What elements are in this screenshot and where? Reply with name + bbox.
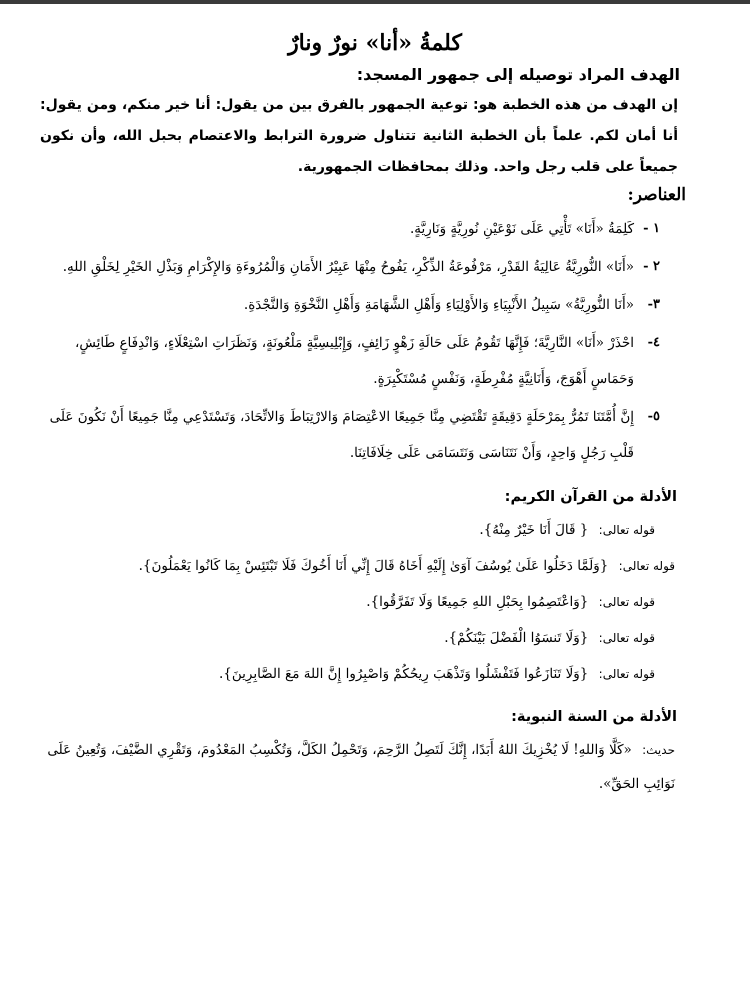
list-item-number: ٣- — [647, 297, 660, 312]
document-page — [0, 22, 750, 801]
list-item — [40, 211, 660, 247]
list-item — [40, 287, 660, 323]
verse-text: {وَلَا تَنَازَعُوا فَتَفْشَلُوا وَتَذْهَبَ رِيحُكُمْ وَاصْبِرُوا إِنَّ اللهَ مَعَ الصَّابِرِينَ}. — [218, 666, 589, 682]
list-item-number: ٥- — [647, 409, 660, 424]
list-item-text: كَلِمَةُ «أَنَا» تَأْتِي عَلَى نَوْعَيْنِ نُورِيَّةٍ وَنَارِيَّةٍ. — [409, 221, 634, 237]
list-item — [40, 325, 660, 397]
page-title: كلمةُ «أنا» نورٌ ونارٌ — [288, 30, 462, 56]
hadith-label: حديث: — [642, 743, 675, 757]
verse-label: قوله تعالى: — [598, 595, 655, 609]
list-item-text: إِنَّ أُمَّتَنَا تَمُرُّ بِمَرْحَلَةٍ دَقِيقَةٍ تَقْتَضِي مِنَّا جَمِيعًا الاعْتِصَامَ وَالارْتِبَاطَ وَالاتِّحَادَ، وَتَسْتَدْعِي مِنَّا جَمِيعًا أَنْ نَكُونَ عَلَى قَلْبِ رَجُلٍ وَاحِدٍ، وَأَنْ نَتَنَاسَى وَنَتَسَامَى عَلَى خِلَافَاتِنَا. — [49, 409, 634, 461]
verse-text: { قَالَ أَنَا خَيْرٌ مِنْهُ}. — [479, 522, 589, 538]
elements-list — [40, 211, 660, 471]
quran-evidence-heading: الأدلة من القرآن الكريم: — [504, 489, 677, 505]
hadith-text-block — [40, 733, 675, 801]
list-item — [40, 249, 660, 285]
quran-verse — [40, 621, 655, 655]
top-edge-bar — [0, 0, 750, 4]
verse-label: قوله تعالى: — [618, 559, 675, 573]
list-item-text: احْذَرْ «أَنَا» النَّارِيَّةَ؛ فَإِنَّهَا تَقُومُ عَلَى حَالَةِ زَهْوٍ زَائِفٍ، وَإِبْلِيسِيَّةٍ مَلْعُونَةٍ، وَنَظَرَاتِ اسْتِعْلَاءٍ، وَانْدِفَاعٍ طَائِشٍ، وَحَمَاسٍ أَهْوَجَ، وَأَنَانِيَّةٍ مُفْرِطَةٍ، وَنَفْسٍ مُسْتَكْبِرَةٍ. — [75, 335, 634, 387]
list-item-number: ٢ - — [643, 259, 660, 274]
quran-verse — [40, 657, 655, 691]
list-item — [40, 399, 660, 471]
hadith-text: «كَلَّا وَاللهِ! لَا يُخْزِيكَ اللهُ أَبَدًا، إِنَّكَ لَتَصِلُ الرَّحِمَ، وَتَحْمِلُ الكَلَّ، وَتُكْسِبُ المَعْدُومَ، وَتَقْرِي الضَّيْفَ، وَتُعِينُ عَلَى نَوَائِبِ الحَقِّ». — [47, 742, 675, 792]
list-item-number: ١ - — [643, 221, 660, 236]
list-item-number: ٤- — [647, 335, 660, 350]
verse-label: قوله تعالى: — [598, 667, 655, 681]
goal-paragraph: إن الهدف من هذه الخطبة هو: توعية الجمهور بالفرق بين من يقول: أنا خير منكم، ومن يقول: أنا أمان لكم. علماً بأن الخطبة الثانية تتناول ضرورة الترابط والاعتصام بحبل الله، وأن نكون جميعاً على قلب رجل واحد. وذلك بمحافظات الجمهورية. — [40, 97, 678, 175]
list-item-text: «أَنَا النُّورِيَّةُ» سَبِيلُ الأَنْبِيَاءِ وَالأَوْلِيَاءِ وَأَهْلِ الشَّهَامَةِ وَأَهْلِ النَّخْوَةِ وَالنَّجْدَةِ. — [243, 297, 634, 313]
quran-verse — [40, 585, 655, 619]
sunnah-evidence-heading: الأدلة من السنة النبوية: — [511, 709, 677, 725]
verse-text: {وَاعْتَصِمُوا بِحَبْلِ اللهِ جَمِيعًا وَلَا تَفَرَّقُوا}. — [366, 594, 589, 610]
list-item-text: «أَنَا» النُّورِيَّةُ عَالِيَةُ القَدْرِ، مَرْفُوعَةُ الذِّكْرِ، يَفُوحُ مِنْهَا عَبِيْرُ الأَمَانِ وَالْمُرُوءَةِ وَالإِكْرَامِ وَبَذْلِ الخَيْرِ لِخَلْقِ اللهِ. — [62, 259, 634, 275]
elements-heading: العناصر: — [627, 185, 686, 205]
goal-heading: الهدف المراد توصيله إلى جمهور المسجد: — [356, 65, 680, 84]
verse-text: {وَلَمَّا دَخَلُوا عَلَىٰ يُوسُفَ آوَىٰ إِلَيْهِ أَخَاهُ قَالَ إِنِّي أَنَا أَخُوكَ فَلَا تَبْتَئِسْ بِمَا كَانُوا يَعْمَلُونَ}. — [138, 558, 609, 574]
verse-label: قوله تعالى: — [598, 631, 655, 645]
verse-text: {وَلَا تَنسَوُا الْفَضْلَ بَيْنَكُمْ}. — [444, 630, 589, 646]
quran-verse — [40, 513, 655, 547]
verse-label: قوله تعالى: — [598, 523, 655, 537]
quran-verse — [40, 549, 675, 583]
